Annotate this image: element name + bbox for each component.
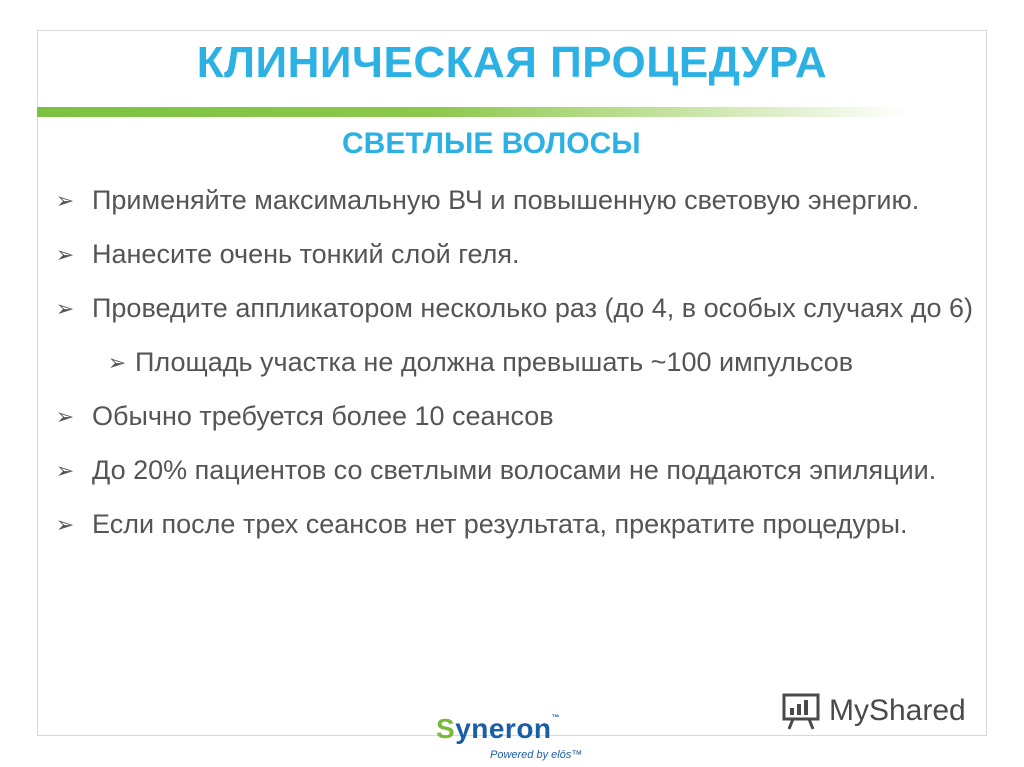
bullet-item [52, 448, 982, 493]
bullet-item [52, 178, 982, 223]
syneron-tagline: Powered by elōs™ [490, 749, 583, 761]
accent-bar [37, 107, 907, 117]
bullet-text: Нанесите очень тонкий слой геля. [92, 239, 520, 269]
bullet-item [52, 232, 982, 277]
bullet-text: Обычно требуется более 10 сеансов [92, 401, 554, 431]
sub-bullet-item [52, 340, 982, 385]
bullet-text: Если после трех сеансов нет результата, прекратите процедуры. [92, 509, 908, 539]
myshared-logo[interactable] [781, 688, 966, 734]
bullet-text: Площадь участка не должна превышать ~100 импульсов [135, 347, 854, 377]
bullet-item [52, 286, 982, 331]
bullet-arrow-icon: ➢ [55, 296, 75, 321]
bullet-item [52, 502, 982, 547]
bullet-arrow-icon: ➢ [107, 350, 127, 375]
bullet-item [52, 394, 982, 439]
bullet-arrow-icon: ➢ [55, 512, 75, 537]
bullet-list [52, 178, 982, 556]
bullet-arrow-icon: ➢ [55, 188, 75, 213]
bullet-arrow-icon: ➢ [55, 242, 75, 267]
bullet-arrow-icon: ➢ [55, 458, 75, 483]
syneron-logo [436, 713, 586, 765]
bullet-arrow-icon: ➢ [55, 404, 75, 429]
slide-subtitle: СВЕТЛЫЕ ВОЛОСЫ [342, 127, 641, 160]
bullet-text: Применяйте максимальную ВЧ и повышенную световую энергию. [92, 185, 920, 215]
bullet-text: Проведите аппликатором несколько раз (до 4, в особых случаях до 6) [92, 293, 974, 323]
presentation-board-icon [781, 691, 821, 731]
slide-title: КЛИНИЧЕСКАЯ ПРОЦЕДУРА [196, 38, 828, 87]
myshared-text: MyShared [829, 694, 966, 727]
syneron-wordmark: Syneron™ [436, 713, 561, 744]
bullet-text: До 20% пациентов со светлыми волосами не поддаются эпиляции. [92, 455, 937, 485]
